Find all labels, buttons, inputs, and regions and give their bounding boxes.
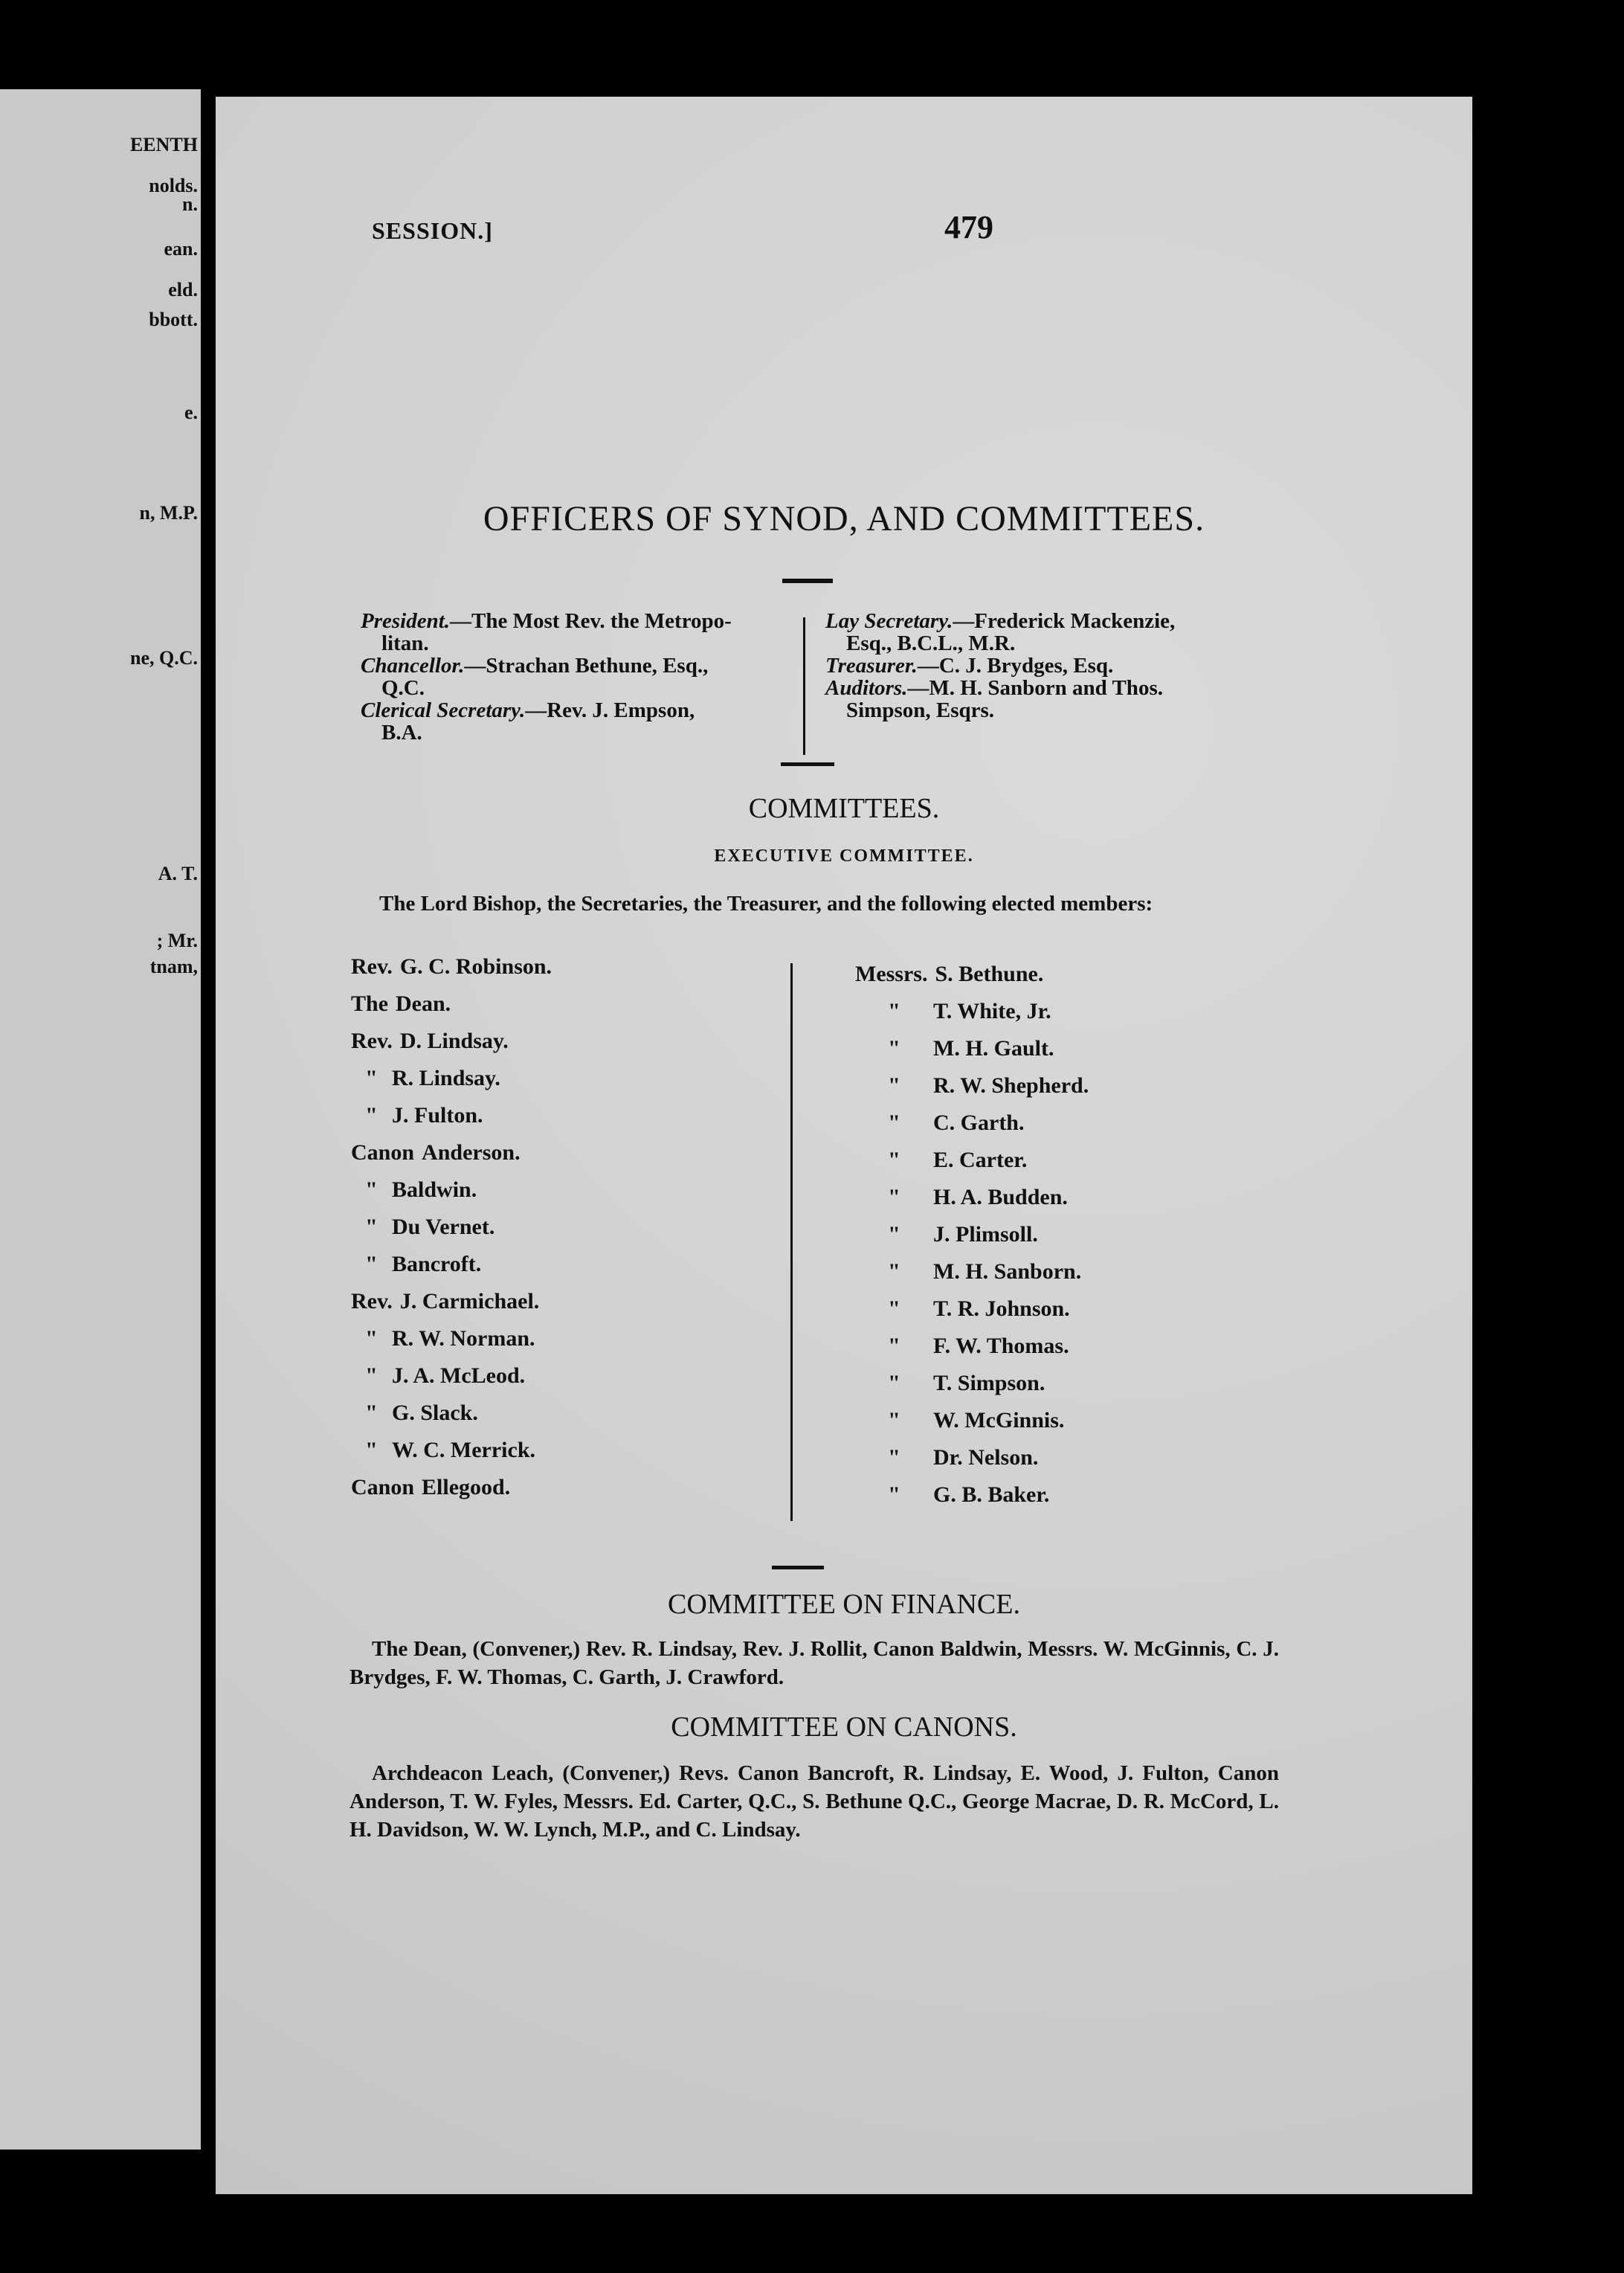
executive-intro: The Lord Bishop, the Secretaries, the Treasurer, and the following elected members: [379,892,1153,916]
member-name: S. Bethune. [935,962,1044,986]
member-prefix: " [365,1066,378,1090]
officer-text: —M. H. Sanborn and Thos. [907,676,1163,700]
member-prefix: " [888,999,900,1023]
member-row [351,986,552,1023]
member-name: W. McGinnis. [933,1408,1065,1433]
page-title: OFFICERS OF SYNOD, AND COMMITTEES. [483,499,1205,538]
member-name: T. White, Jr. [933,999,1051,1023]
officer-line [825,677,1272,699]
member-name: G. Slack. [392,1401,478,1425]
officer-text: —Frederick Mackenzie, [953,609,1176,633]
member-name: R. W. Norman. [392,1326,535,1351]
officers-rule [781,762,834,766]
member-name: H. A. Budden. [933,1185,1068,1209]
adjacent-page-text: n. [182,193,198,215]
officer-text: B.A. [381,721,422,745]
adjacent-page-text: nolds. [149,175,198,196]
member-name: M. H. Sanborn. [933,1259,1082,1284]
officer-role: Clerical Secretary. [361,698,526,722]
officers-divider [803,617,805,755]
adjacent-page-text: n, M.P. [139,502,198,524]
executive-members-left [351,948,552,1506]
title-rule [782,579,833,583]
member-name: Dr. Nelson. [933,1445,1039,1470]
member-prefix: The [351,991,389,1016]
adjacent-page-text: bbott. [149,309,198,330]
member-prefix: " [888,1222,900,1247]
member-name: G. C. Robinson. [399,954,552,979]
member-name: J. Carmichael. [399,1289,540,1314]
member-prefix: " [888,1371,900,1395]
member-row [855,1476,1089,1514]
member-row [855,1253,1089,1290]
committees-heading: COMMITTEES. [748,793,940,824]
member-name: Baldwin. [392,1177,477,1202]
page-header [372,208,1472,253]
finance-committee-members: The Dean, (Convener,) Rev. R. Lindsay, Rev. J. Rollit, Canon Baldwin, Messrs. W. McGinnis, C. J. Brydges, F. W. Thomas, C. Garth, J. Crawford. [349,1637,1279,1689]
member-prefix: " [888,1259,900,1284]
member-prefix: " [365,1438,378,1462]
member-prefix: " [365,1177,378,1202]
member-prefix: " [365,1215,378,1239]
member-row [855,1142,1089,1179]
officer-role: Auditors. [825,676,908,700]
member-name: T. Simpson. [933,1371,1045,1395]
member-prefix: " [888,1408,900,1433]
officer-role: Lay Secretary. [825,609,953,633]
member-prefix: " [365,1401,378,1425]
member-row [351,1283,552,1320]
adjacent-page-text: tnam, [149,956,198,977]
officer-text: Q.C. [381,676,425,700]
officer-line [825,610,1272,632]
officer-line [361,721,784,744]
officer-line [361,610,784,632]
officer-line [361,699,784,721]
officer-text: litan. [381,631,429,655]
officer-text: —The Most Rev. the Metropo- [450,609,732,633]
member-row [855,1328,1089,1365]
officer-line [361,632,784,655]
member-row [855,1067,1089,1105]
member-row [351,1246,552,1283]
executive-committee-heading: EXECUTIVE COMMITTEE. [714,846,974,866]
adjacent-page-text: ne, Q.C. [130,647,198,669]
member-row [351,1023,552,1060]
officer-role: Treasurer. [825,654,918,678]
running-head: SESSION.] [372,217,493,244]
member-row [855,1290,1089,1328]
member-name: J. Plimsoll. [933,1222,1038,1247]
member-prefix: " [888,1036,900,1061]
member-name: R. W. Shepherd. [933,1073,1089,1098]
member-name: E. Carter. [933,1148,1028,1172]
member-prefix: " [888,1073,900,1098]
executive-members-right [855,956,1089,1514]
officer-text: Esq., B.C.L., M.R. [846,631,1016,655]
member-name: M. H. Gault. [933,1036,1054,1061]
member-name: R. Lindsay. [392,1066,500,1090]
officer-line [825,699,1272,721]
member-name: C. Garth. [933,1110,1025,1135]
member-row [351,1171,552,1209]
officer-text: —C. J. Brydges, Esq. [917,654,1114,678]
member-row [351,1060,552,1097]
member-row [351,1320,552,1357]
officer-line [361,677,784,699]
member-name: J. A. McLeod. [392,1363,526,1388]
member-prefix: Messrs. [855,962,928,986]
officer-line [825,632,1272,655]
officer-line [361,655,784,677]
member-prefix: Canon [351,1140,415,1165]
member-prefix: Canon [351,1475,415,1499]
officer-text: Simpson, Esqrs. [846,698,995,722]
member-row [855,1216,1089,1253]
member-row [855,1402,1089,1439]
member-row [855,956,1089,993]
adjacent-page-text: ; Mr. [156,930,198,951]
member-name: Dean. [396,991,451,1016]
adjacent-page-text: e. [184,402,198,423]
member-prefix: " [888,1148,900,1172]
member-prefix: Rev. [351,1289,393,1314]
member-row [351,1134,552,1171]
canons-committee-heading: COMMITTEE ON CANONS. [671,1711,1017,1743]
member-name: F. W. Thomas. [933,1334,1069,1358]
member-name: Ellegood. [422,1475,511,1499]
member-name: D. Lindsay. [399,1029,509,1053]
member-row [351,1395,552,1432]
officer-text: —Rev. J. Empson, [525,698,695,722]
officer-text: —Strachan Bethune, Esq., [464,654,709,678]
member-row [351,1209,552,1246]
member-row [351,1432,552,1469]
member-prefix: Rev. [351,1029,393,1053]
member-name: W. C. Merrick. [392,1438,536,1462]
member-prefix: " [888,1185,900,1209]
member-row [855,993,1089,1030]
member-prefix: Rev. [351,954,393,979]
member-name: Anderson. [422,1140,521,1165]
canons-committee-members: Archdeacon Leach, (Convener,) Revs. Canon Bancroft, R. Lindsay, E. Wood, J. Fulton, Canon Anderson, T. W. Fyles, Messrs. Ed. Carter, Q.C., S. Bethune Q.C., George Macrae, D. R. McCord, L. H. Davidson, W. W. Lynch, M.P., and C. Lindsay. [349,1761,1279,1842]
adjacent-page-text: ean. [164,238,198,260]
member-row [855,1030,1089,1067]
member-row [855,1439,1089,1476]
officer-line [825,655,1272,677]
officer-role: President. [361,609,451,633]
document-page [216,97,1472,2194]
member-row [351,1469,552,1506]
member-prefix: " [888,1110,900,1135]
member-name: J. Fulton. [392,1103,483,1128]
member-prefix: " [888,1334,900,1358]
member-name: Bancroft. [392,1252,482,1276]
officers-list-left [361,610,784,744]
officers-list-right [825,610,1272,721]
member-prefix: " [365,1363,378,1388]
member-row [855,1365,1089,1402]
member-prefix: " [888,1482,900,1507]
adjacent-page-fragment [0,89,201,2150]
officer-role: Chancellor. [361,654,465,678]
member-row [855,1179,1089,1216]
executive-rule [772,1566,824,1569]
member-row [351,948,552,986]
member-prefix: " [888,1445,900,1470]
executive-divider [790,963,793,1521]
member-row [351,1357,552,1395]
member-row [351,1097,552,1134]
adjacent-page-text: A. T. [158,863,198,884]
member-name: T. R. Johnson. [933,1296,1070,1321]
adjacent-page-text: EENTH [129,134,198,155]
member-prefix: " [365,1103,378,1128]
member-row [855,1105,1089,1142]
finance-committee-heading: COMMITTEE ON FINANCE. [668,1589,1020,1620]
member-prefix: " [888,1296,900,1321]
member-name: Du Vernet. [392,1215,495,1239]
page-number: 479 [944,209,993,245]
member-prefix: " [365,1252,378,1276]
member-prefix: " [365,1326,378,1351]
member-name: G. B. Baker. [933,1482,1050,1507]
adjacent-page-text: eld. [168,279,198,300]
